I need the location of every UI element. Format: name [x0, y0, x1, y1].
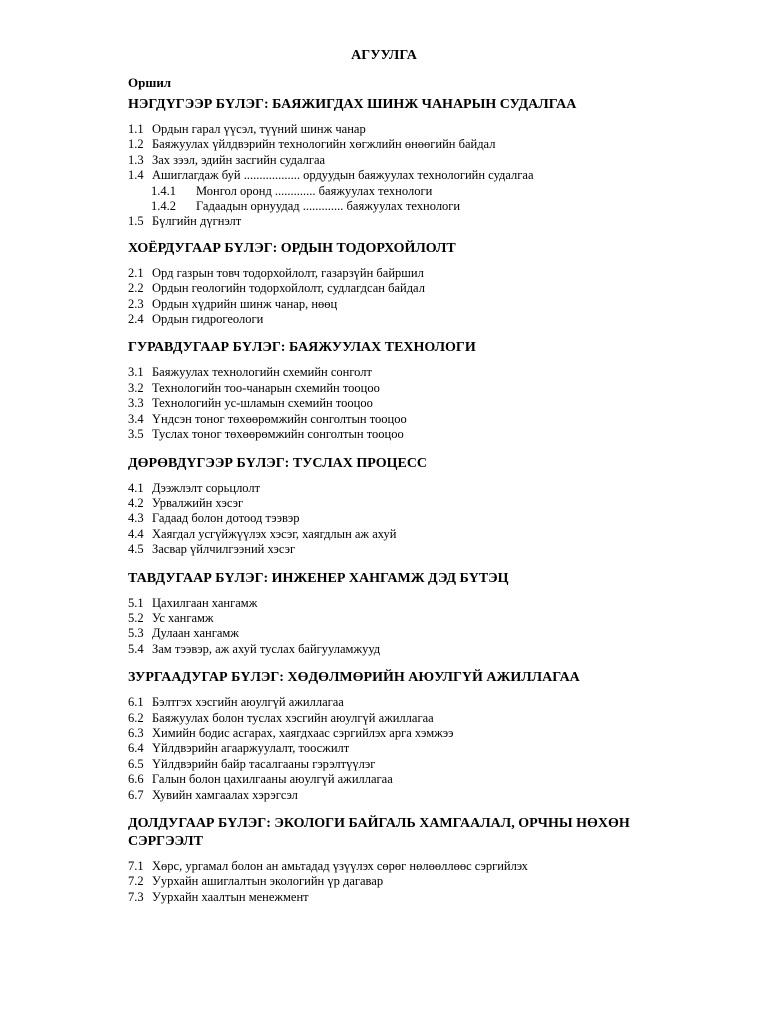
toc-item-text: Урвалжийн хэсэг — [152, 495, 244, 510]
toc-item — [128, 542, 648, 557]
toc-item — [128, 626, 648, 641]
toc-item — [128, 266, 648, 281]
toc-item — [128, 511, 648, 526]
chapter-items — [128, 859, 648, 905]
intro-heading: Оршил — [128, 75, 172, 90]
toc-item-text: Зах зээл, эдийн засгийн судалгаа — [152, 152, 326, 167]
toc-item-text: Туслах тоног төхөөрөмжийн сонголтын тооцоо — [152, 427, 404, 442]
toc-item-number: 6.5 — [128, 756, 144, 771]
toc-item-number: 6.2 — [128, 710, 144, 725]
toc-item-number: 1.4.2 — [151, 199, 176, 214]
toc-item — [128, 496, 648, 511]
page-title: АГУУЛГА — [351, 48, 417, 63]
toc-item-number: 2.3 — [128, 296, 144, 311]
toc-item-text: Дулаан хангамж — [152, 626, 239, 641]
chapter-section — [128, 669, 648, 803]
toc-item-number: 6.6 — [128, 772, 144, 787]
toc-item-number: 5.4 — [128, 641, 144, 656]
toc-item-number: 4.5 — [128, 542, 144, 557]
toc-item — [128, 788, 648, 803]
toc-item-text: Цахилгаан хангамж — [152, 595, 258, 610]
toc-item-text: Баяжуулах үйлдвэрийн технологийн хөгжлийн өнөөгийн байдал — [152, 137, 496, 152]
chapter-items — [128, 695, 648, 803]
toc-item — [128, 741, 648, 756]
chapter-items — [128, 122, 648, 230]
toc-item — [128, 757, 648, 772]
chapter-section — [128, 339, 648, 442]
chapter-heading: ДОЛДУГААР БҮЛЭГ: ЭКОЛОГИ БАЙГАЛЬ ХАМГААЛАЛ, ОРЧНЫ НӨХӨН СЭРГЭЭЛТ — [128, 816, 630, 849]
toc-item-text: Ордын гидрогеологи — [152, 312, 264, 327]
chapter-section — [128, 815, 648, 905]
toc-item-text: Баяжуулах технологийн схемийн сонголт — [152, 365, 372, 380]
toc-item — [128, 874, 648, 889]
chapter-heading: ГУРАВДУГААР БҮЛЭГ: БАЯЖУУЛАХ ТЕХНОЛОГИ — [128, 340, 476, 356]
chapter-items — [128, 266, 648, 328]
chapter-items — [128, 365, 648, 442]
toc-item-number: 3.2 — [128, 380, 144, 395]
toc-item — [128, 772, 648, 787]
toc-item-number: 1.4 — [128, 168, 144, 183]
chapter-section — [128, 570, 648, 658]
toc-item-number: 1.1 — [128, 122, 144, 136]
toc-item-text: Монгол оронд ............. баяжуулах технологи — [196, 183, 433, 198]
toc-item — [128, 427, 648, 442]
toc-item-number: 6.4 — [128, 741, 144, 756]
chapter-heading: НЭГДҮГЭЭР БҮЛЭГ: БАЯЖИГДАХ ШИНЖ ЧАНАРЫН СУДАЛГАА — [128, 97, 577, 112]
toc-item-number: 6.3 — [128, 725, 144, 740]
toc-item-text: Гадаад болон дотоод тээвэр — [152, 511, 300, 526]
toc-item-text: Засвар үйлчилгээний хэсэг — [152, 542, 296, 557]
toc-item-text: Хувийн хамгаалах хэрэгсэл — [152, 787, 298, 802]
toc-item-text: Технологийн тоо-чанарын схемийн тооцоо — [152, 380, 380, 395]
toc-item — [128, 481, 648, 496]
toc-item — [128, 859, 648, 874]
toc-item-text: Баяжуулах болон туслах хэсгийн аюулгүй ажиллагаа — [152, 710, 434, 725]
toc-item-number: 7.3 — [128, 889, 144, 904]
toc-item — [128, 381, 648, 396]
toc-item — [128, 711, 648, 726]
toc-item-number: 3.5 — [128, 427, 144, 442]
toc-item-number: 5.2 — [128, 610, 144, 625]
chapter-section — [128, 96, 648, 230]
toc-item-number: 2.1 — [128, 265, 144, 280]
toc-item-number: 3.3 — [128, 396, 144, 411]
toc-item-number: 4.3 — [128, 511, 144, 526]
toc-item — [128, 527, 648, 542]
toc-item-number: 3.1 — [128, 365, 144, 380]
chapter-section — [128, 240, 648, 328]
toc-item — [128, 297, 648, 312]
toc-item-text: Хаягдал усгүйжүүлэх хэсэг, хаягдлын аж ахуй — [152, 526, 397, 541]
toc-item-text: Дээжлэлт сорьцлолт — [152, 480, 261, 495]
toc-item-number: 2.4 — [128, 312, 144, 327]
toc-item-number: 1.5 — [128, 214, 144, 229]
toc-item-text: Бүлгийн дүгнэлт — [152, 214, 242, 229]
toc-item — [128, 137, 648, 152]
chapter-items — [128, 481, 648, 558]
toc-item-number: 1.2 — [128, 137, 144, 152]
toc-item-text: Галын болон цахилгааны аюулгүй ажиллагаа — [152, 772, 393, 787]
chapter-heading: ЗУРГААДУГАР БҮЛЭГ: ХӨДӨЛМӨРИЙН АЮУЛГҮЙ АЖИЛЛАГАА — [128, 670, 580, 686]
toc-item-text: Ордын гарал үүсэл, түүний шинж чанар — [152, 122, 366, 136]
toc-item — [128, 412, 648, 427]
toc-item-number: 2.2 — [128, 281, 144, 296]
toc-item — [128, 890, 648, 905]
toc-item-text: Технологийн ус-шламын схемийн тооцоо — [152, 396, 373, 411]
toc-item — [128, 396, 648, 411]
chapter-heading: ТАВДУГААР БҮЛЭГ: ИНЖЕНЕР ХАНГАМЖ ДЭД БҮТЭЦ — [128, 570, 509, 586]
toc-item-text: Ордын геологийн тодорхойлолт, судлагдсан байдал — [152, 281, 425, 296]
chapter-items — [128, 596, 648, 658]
toc-item-number: 4.2 — [128, 495, 144, 510]
toc-item — [128, 214, 648, 229]
toc-item — [128, 611, 648, 626]
toc-item-number: 3.4 — [128, 411, 144, 426]
toc-subitem — [128, 199, 648, 214]
toc-item-number: 6.7 — [128, 787, 144, 802]
toc-item — [128, 168, 648, 183]
toc-item-text: Үйлдвэрийн агааржуулалт, тоосжилт — [152, 741, 350, 756]
toc-item — [128, 695, 648, 710]
toc-item-text: Ордын хүдрийн шинж чанар, нөөц — [152, 296, 338, 311]
toc-item-number: 1.4.1 — [151, 183, 176, 198]
toc-item-text: Бэлтгэх хэсгийн аюулгүй ажиллагаа — [152, 695, 344, 710]
toc-item — [128, 312, 648, 327]
chapter-heading: ДӨРӨВДҮГЭЭР БҮЛЭГ: ТУСЛАХ ПРОЦЕСС — [128, 455, 428, 471]
toc-item-number: 4.1 — [128, 480, 144, 495]
toc-item-text: Ашиглагдаж буй .................. ордуудын баяжуулах технологийн судалгаа — [152, 168, 534, 183]
chapter-heading: ХОЁРДУГААР БҮЛЭГ: ОРДЫН ТОДОРХОЙЛОЛТ — [128, 240, 456, 256]
toc-item — [128, 122, 648, 137]
toc-item-text: Үйлдвэрийн байр тасалгааны гэрэлтүүлэг — [152, 756, 376, 771]
toc-item-number: 7.2 — [128, 874, 144, 889]
toc-item-text: Хөрс, ургамал болон ан амьтадад үзүүлэх сөрөг нөлөөллөөс сэргийлэх — [152, 859, 528, 873]
toc-item-text: Орд газрын товч тодорхойлолт, газарзүйн байршил — [152, 265, 424, 280]
toc-item-number: 7.1 — [128, 859, 144, 873]
toc-item — [128, 726, 648, 741]
table-of-contents — [128, 96, 648, 917]
toc-item-text: Уурхайн хаалтын менежмент — [152, 889, 309, 904]
toc-item — [128, 642, 648, 657]
toc-item-number: 5.1 — [128, 595, 144, 610]
toc-item — [128, 365, 648, 380]
toc-item-number: 4.4 — [128, 526, 144, 541]
toc-item-text: Үндсэн тоног төхөөрөмжийн сонголтын тооцоо — [152, 411, 407, 426]
toc-subitem — [128, 184, 648, 199]
toc-item-number: 6.1 — [128, 695, 144, 710]
toc-item-number: 5.3 — [128, 626, 144, 641]
toc-item — [128, 153, 648, 168]
toc-item-text: Уурхайн ашиглалтын экологийн үр дагавар — [152, 874, 384, 889]
toc-item — [128, 596, 648, 611]
toc-item — [128, 281, 648, 296]
chapter-section — [128, 455, 648, 558]
toc-item-text: Химийн бодис асгарах, хаягдхаас сэргийлэх арга хэмжээ — [152, 725, 454, 740]
toc-item-number: 1.3 — [128, 152, 144, 167]
toc-item-text: Зам тээвэр, аж ахуй туслах байгууламжууд — [152, 641, 381, 656]
toc-item-text: Гадаадын орнуудад ............. баяжуулах технологи — [196, 199, 461, 214]
toc-item-text: Ус хангамж — [152, 610, 214, 625]
